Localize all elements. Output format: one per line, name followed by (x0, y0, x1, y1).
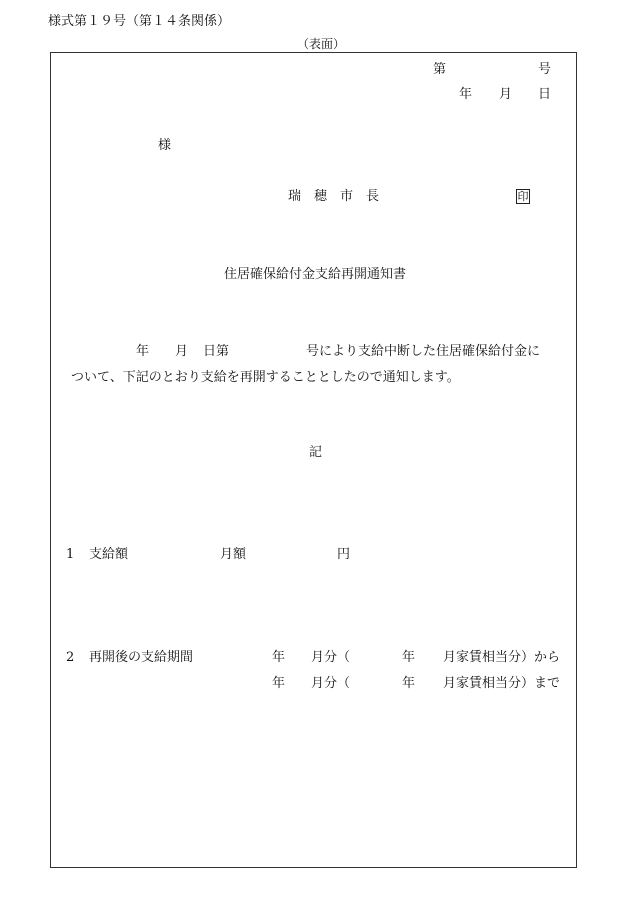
addressee-suffix: 様 (158, 138, 172, 153)
item1-monthly: 月額 (220, 547, 247, 562)
side-label: （表面） (297, 37, 346, 51)
date-month: 月 (499, 87, 513, 102)
item2-number: 2 (66, 650, 75, 665)
doc-number-suffix: 号 (538, 62, 552, 77)
issuer-name: 瑞 穂 市 長 (288, 189, 380, 204)
period-from-year: 年 (272, 650, 286, 665)
seal-mark: 印 (517, 190, 529, 203)
form-number: 様式第１９号（第１４条関係） (48, 14, 231, 29)
body-line1-rest: 号により支給中断した住居確保給付金に (306, 344, 541, 359)
item1-number: 1 (66, 547, 75, 562)
period-to-rent: 月家賃相当分）まで (443, 676, 561, 691)
body-month: 月 (175, 344, 189, 359)
document-title: 住居確保給付金支給再開通知書 (224, 267, 407, 282)
body-line2: ついて、下記のとおり支給を再開することとしたので通知します。 (71, 370, 460, 385)
ki-label: 記 (309, 445, 323, 460)
body-day-number: 日第 (203, 344, 230, 359)
date-year: 年 (459, 87, 473, 102)
period-from-rent-year: 年 (402, 650, 416, 665)
period-from-rent: 月家賃相当分）から (443, 650, 561, 665)
doc-number-prefix: 第 (433, 62, 447, 77)
item1-yen: 円 (337, 547, 351, 562)
item2-label: 再開後の支給期間 (89, 650, 194, 665)
period-from-month: 月分（ (311, 650, 351, 665)
period-to-rent-year: 年 (402, 676, 416, 691)
item1-label: 支給額 (89, 547, 129, 562)
date-day: 日 (538, 87, 552, 102)
body-year: 年 (136, 344, 150, 359)
period-to-year: 年 (272, 676, 286, 691)
period-to-month: 月分（ (311, 676, 351, 691)
document-frame (50, 52, 577, 868)
